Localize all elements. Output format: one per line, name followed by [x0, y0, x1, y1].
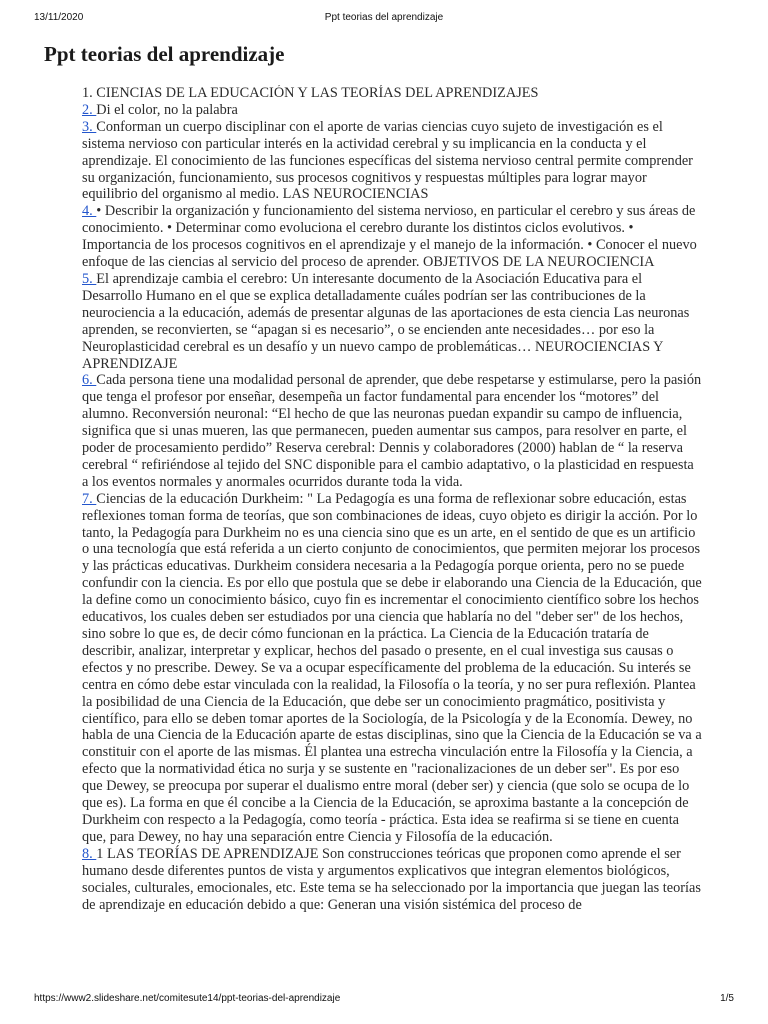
- slide-text: Cada persona tiene una modalidad personal de aprender, que debe respetarse y estimularse, pero la pasión que tenga el profesor por enseñar, desempeña un factor fundamental para encender los “motores” del alumno. Reconversión neuronal: “El hecho de que las neuronas puedan expandir su campo de influencia, significa que si unas mueren, las que permanecen, pueden aumentar sus campos, para resolver en parte, el poder de procesamiento perdido” Reserva cerebral: Dennis y colaboradores (2000) hablan de “ la reserva cerebral “ refiriéndose al tejido del SNC disponible para el cambio adaptativo, o la plasticidad en respuesta a los eventos normales y anormales ocurridos durante toda la vida.: [82, 372, 702, 490]
- slide-link[interactable]: 6.: [82, 372, 97, 389]
- print-footer: [34, 993, 734, 1007]
- slide-link[interactable]: 2.: [82, 101, 97, 118]
- slide-link[interactable]: 5.: [82, 270, 97, 287]
- slide-link[interactable]: 4.: [82, 203, 97, 220]
- slide-text: Ciencias de la educación Durkheim: " La Pedagogía es una forma de reflexionar sobre educación, estas reflexiones toman forma de teorías, que son combinaciones de ideas, cuyo objeto es dirigir la acción. Por lo tanto, la Pedagogía para Durkheim no es una ciencia sino que es un arte, en el sentido de que es un artificio o una tecnología que está referida a un cierto conjunto de conocimientos, que permiten mejorar los procesos y las prácticas educativas. Durkheim considera necesaria a la Pedagogía porque orienta, pero no se puede confundir con la ciencia. Es por ello que postula que se debe ir elaborando una Ciencia de la Educación, que la define como un conocimiento básico, cuyo fin es incrementar el conocimiento científico sobre los hechos educativos, los cuales deben ser estudiados por una ciencia que hablaría no del "deber ser" de los hechos, sino sobre lo que es, de decir cómo funcionan en la práctica. La Ciencia de la Educación trataría de describir, analizar, interpretar y explicar, hechos del pasado o presente, en el cual investiga sus causas o efectos y no prescribe. Dewey. Se va a ocupar específicamente del problema de la educación. Su interés se centra en cómo debe estar vinculada con la realidad, la Filosofía o la teoría, y no ser pura reflexión. Plantea la posibilidad de una Ciencia de la Educación, que debe ser un conocimiento pragmático, positivista y científico, para ello se deben tomar aportes de la Sociología, de la Psicología y de la Economía. Dewey, no habla de una Ciencia de la Educación aparte de estas disciplinas, sino que la Ciencia de la Educación se va a constituir con el aporte de las mismas. Él plantea una estrecha vinculación entre la Filosofía y la Ciencia, a efecto que la normatividad ética no surja y se sustente en "racionalizaciones de un deber ser". Es por eso que Dewey, se preocupa por superar el dualismo entre moral (deber ser) y ciencia (que solo se ocupa de lo que es). La forma en que él concibe a la Ciencia de la Educación, se aproxima bastante a la concepción de Durkheim con respecto a la Pedagogía, como teoría - práctica. Esta idea se reafirma si se tiene en cuenta que, para Dewey, no hay una separación entre Ciencia y Filosofía de la educación.: [82, 490, 702, 845]
- list-item: [82, 271, 702, 372]
- slide-text: Conforman un cuerpo disciplinar con el aporte de varias ciencias cuyo sujeto de investigación es el sistema nervioso con particular interés en la actividad cerebral y su implicancia en la conducta y el aprendizaje. El conocimiento de las funciones específicas del sistema nervioso central permite comprender su organización, funcionamiento, sus procesos cognitivos y respuestas múltiples para lograr mayor equilibrio del organismo al medio. LAS NEUROCIENCIAS: [82, 118, 693, 203]
- slide-link[interactable]: 8.: [82, 845, 97, 862]
- print-title: Ppt teorias del aprendizaje: [324, 12, 444, 23]
- print-date: 13/11/2020: [34, 12, 84, 23]
- slide-link[interactable]: 7.: [82, 490, 97, 507]
- list-item: [82, 372, 702, 490]
- source-url: https://www2.slideshare.net/comitesute14/ppt-teorias-del-aprendizaje: [34, 993, 341, 1004]
- slide-text: El aprendizaje cambia el cerebro: Un interesante documento de la Asociación Educativa para el Desarrollo Humano en el que se explica detalladamente cuáles podrían ser las contribuciones de la neurociencia a la educación, además de presentar algunas de las aportaciones de esta ciencia Las neuronas aprenden, se reconvierten, se “apagan si es necesario”, o se encienden ante necesidades… por eso la Neuroplasticidad cerebral es un desafío y un nuevo campo de problemáticas… NEUROCIENCIAS Y APRENDIZAJE: [82, 270, 690, 372]
- list-item: [82, 491, 702, 846]
- slide-text: Di el color, no la palabra: [96, 101, 238, 118]
- slide-text: • Describir la organización y funcionamiento del sistema nervioso, en particular el cerebro y sus áreas de conocimiento. • Determinar como evoluciona el cerebro durante los distintos ciclos evolutivos. • Importancia de los procesos cognitivos en el aprendizaje y el manejo de la información. • Conocer el nuevo enfoque de las ciencias al servicio del proceso de aprender. OBJETIVOS DE LA NEUROCIENCIA: [82, 203, 697, 271]
- slide-list: [82, 85, 702, 975]
- list-item: [82, 119, 702, 204]
- slide-link[interactable]: 3.: [82, 118, 97, 135]
- slide-text: 1. CIENCIAS DE LA EDUCACIÓN Y LAS TEORÍAS DEL APRENDIZAJES: [82, 85, 539, 101]
- list-item: [82, 85, 702, 102]
- list-item: [82, 102, 702, 119]
- page-number: 1/5: [720, 993, 734, 1004]
- print-header: [34, 12, 734, 26]
- list-item: [82, 846, 702, 914]
- list-item: [82, 203, 702, 271]
- slide-text: 1 LAS TEORÍAS DE APRENDIZAJE Son construcciones teóricas que proponen como aprende el ser humano desde diferentes puntos de vista y argumentos explicativos que integran elementos biológicos, sociales, culturales, emocionales, etc. Este tema se ha seleccionado por la importancia que juegan las teorías de aprendizaje en educación debido a que: Generan una visión sistémica del proceso de: [82, 845, 701, 913]
- page-title: Ppt teorias del aprendizaje: [44, 42, 285, 66]
